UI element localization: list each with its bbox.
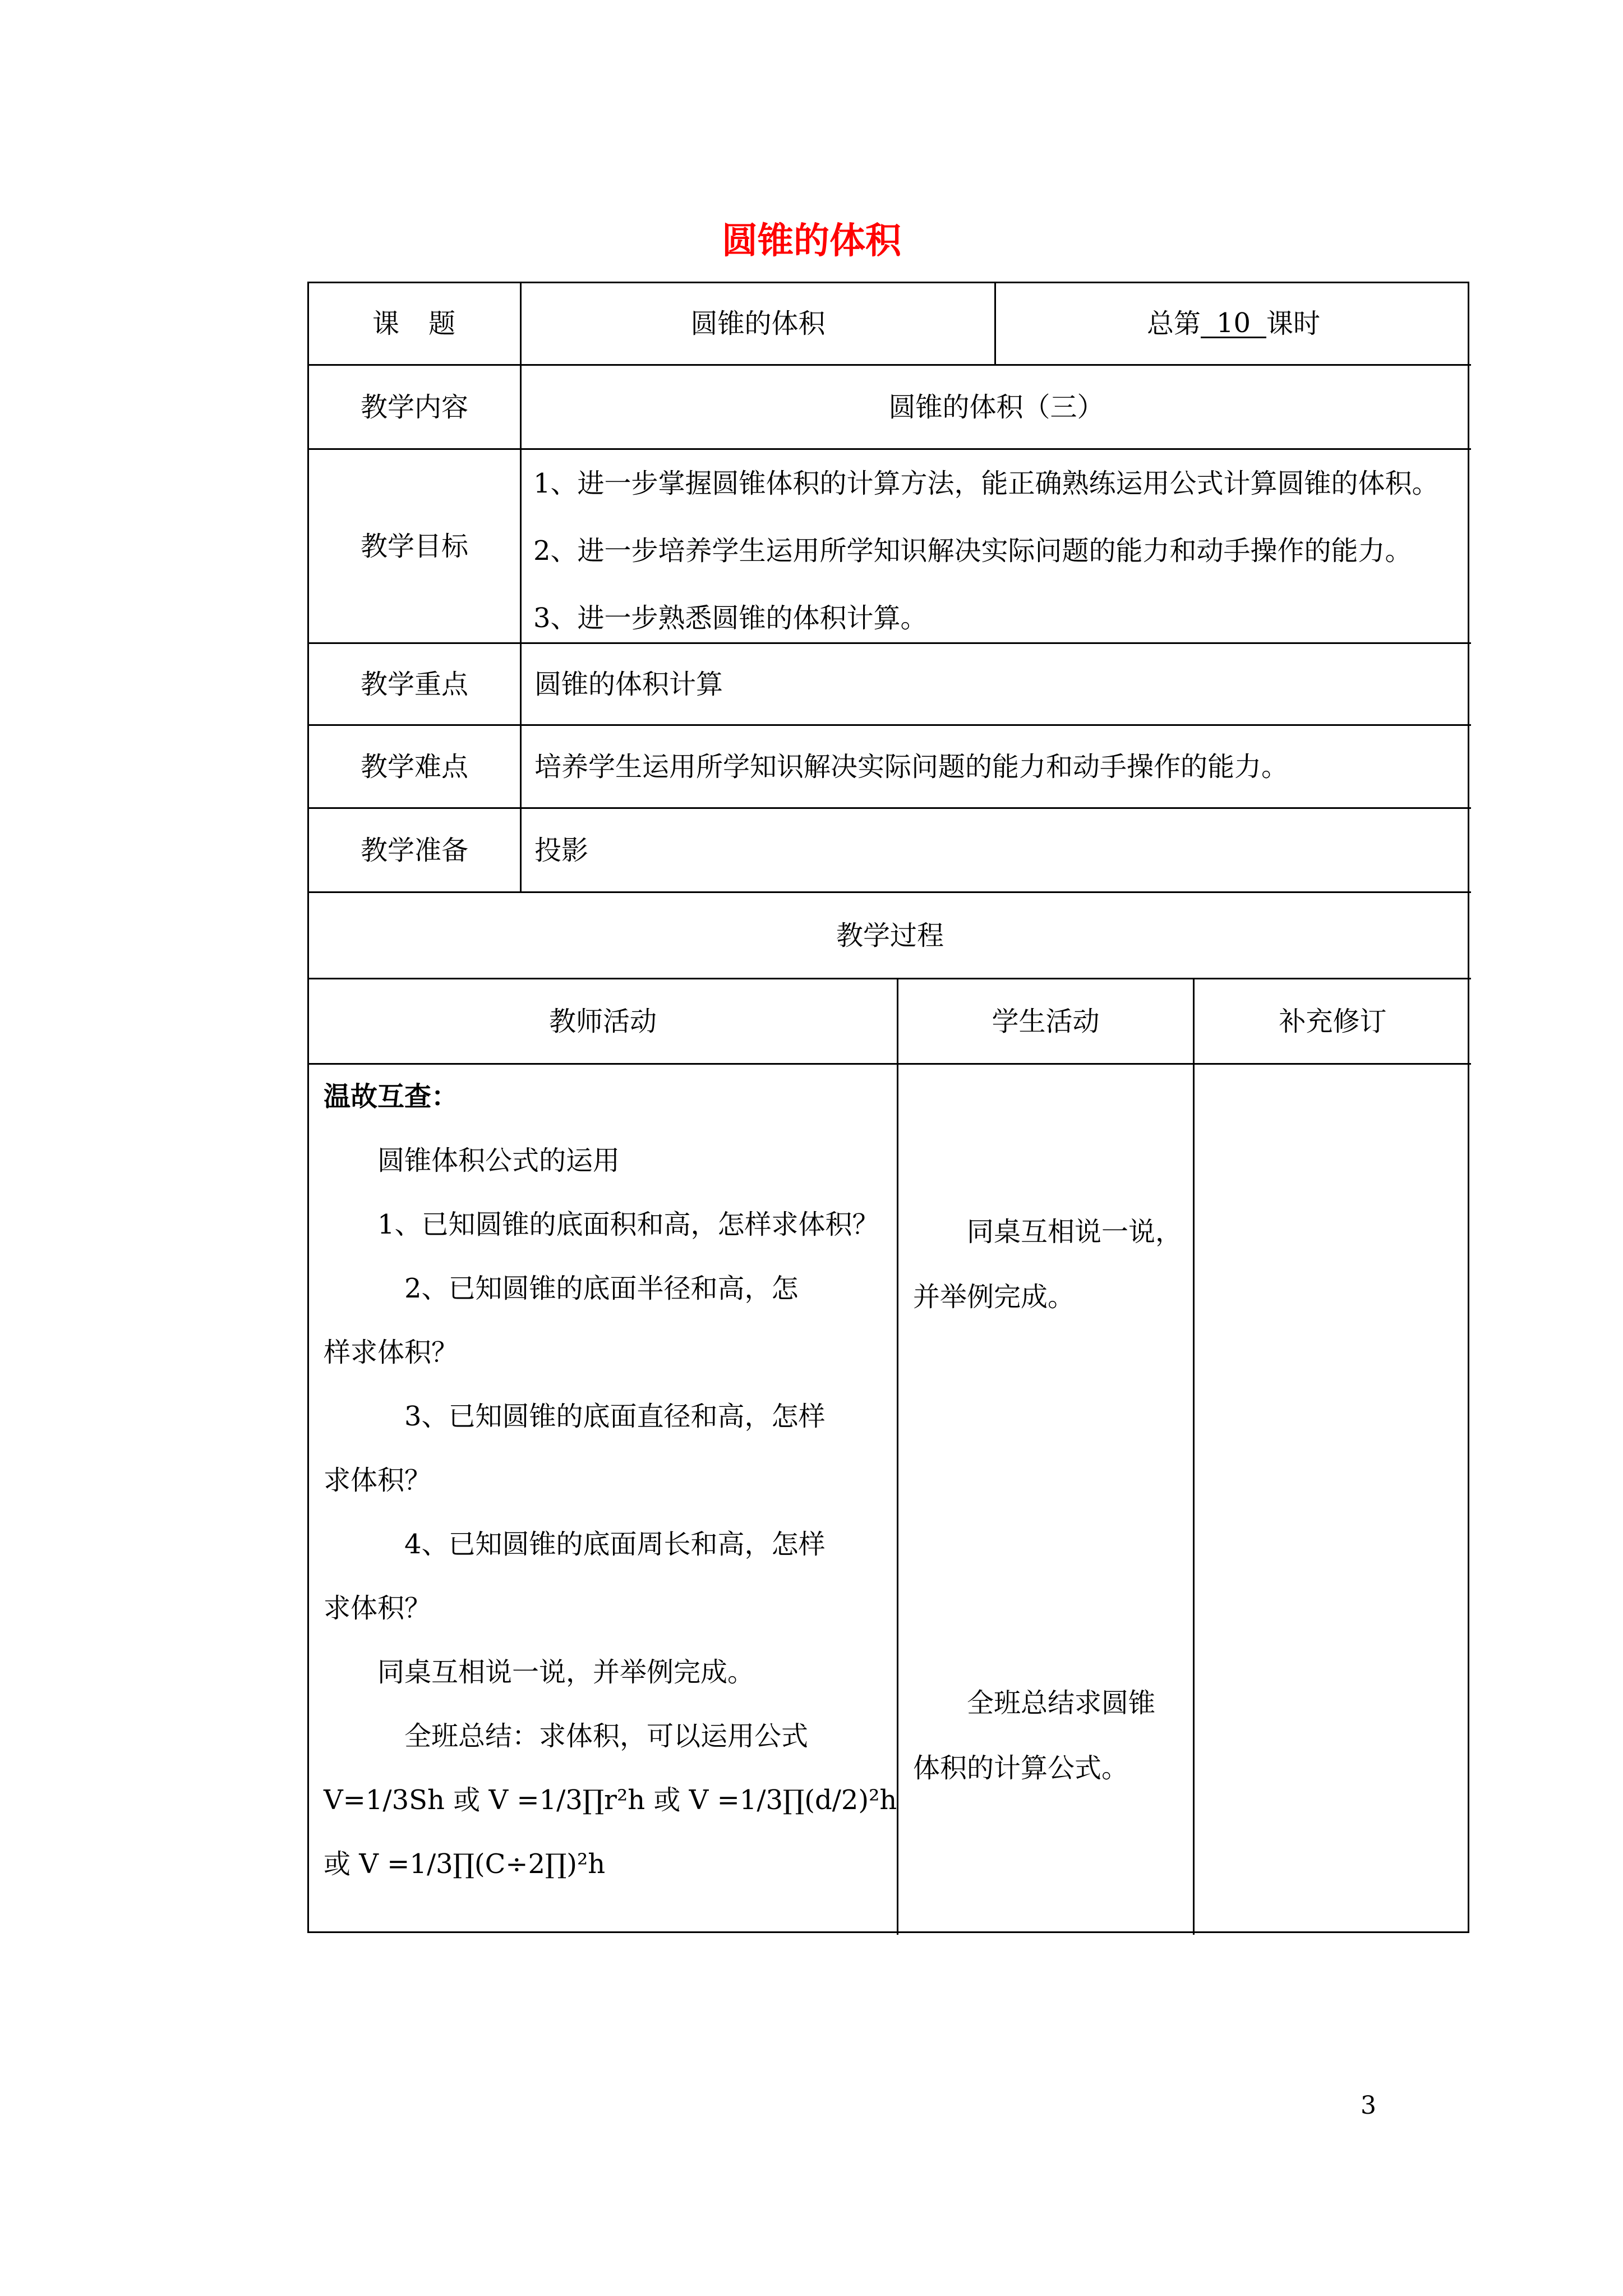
student-line: 同桌互相说一说， <box>913 1216 1183 1248</box>
formula-line: 或 V =1/3∏(C÷2∏)²h <box>324 1848 606 1880</box>
goal-item: 1、进一步掌握圆锥体积的计算方法，能正确熟练运用公式计算圆锥的体积。 <box>533 468 1439 499</box>
difficulty-label: 教学难点 <box>360 751 468 783</box>
teacher-activity-text <box>324 1065 897 1896</box>
teacher-line: 1、已知圆锥的底面积和高，怎样求体积？ <box>324 1209 879 1240</box>
student-block <box>913 1199 1182 1329</box>
student-line: 并举例完成。 <box>913 1281 1075 1313</box>
warmup-heading: 温故互查： <box>324 1081 459 1112</box>
student-block <box>913 1671 1155 1801</box>
teacher-line: 圆锥体积公式的运用 <box>324 1145 620 1176</box>
formula-line: V=1/3Sh 或 V =1/3∏r²h 或 V =1/3∏(d/2)²h <box>324 1784 897 1816</box>
lesson-prefix: 总第 <box>1146 308 1201 339</box>
notes-header: 补充修订 <box>1279 1005 1387 1037</box>
teacher-activity-header: 教师活动 <box>548 1005 657 1037</box>
teacher-activity-cell <box>309 1065 897 1935</box>
key-point-value: 圆锥的体积计算 <box>534 668 723 700</box>
process-title: 教学过程 <box>836 919 944 951</box>
topic-value: 圆锥的体积 <box>690 308 826 339</box>
content-label: 教学内容 <box>360 391 468 423</box>
key-point-label: 教学重点 <box>360 668 468 700</box>
lesson-number: 10 <box>1201 310 1266 338</box>
page-number: 3 <box>1361 2091 1376 2120</box>
goals-label: 教学目标 <box>360 530 468 562</box>
goal-item: 3、进一步熟悉圆锥的体积计算。 <box>533 602 928 634</box>
student-line: 全班总结求圆锥 <box>913 1687 1156 1719</box>
teacher-line: 求体积？ <box>324 1593 432 1624</box>
lesson-count <box>996 283 1471 364</box>
student-activity-cell <box>898 1065 1193 1935</box>
teacher-line: 求体积？ <box>324 1465 432 1496</box>
notes-cell <box>1195 1065 1471 1935</box>
content-value: 圆锥的体积（三） <box>888 391 1104 423</box>
teacher-line: 样求体积？ <box>324 1337 459 1368</box>
teacher-line: 同桌互相说一说，并举例完成。 <box>324 1657 755 1688</box>
preparation-label: 教学准备 <box>360 834 468 866</box>
lesson-suffix: 课时 <box>1266 308 1321 339</box>
teacher-line: 3、已知圆锥的底面直径和高，怎样 <box>324 1401 826 1432</box>
student-line: 体积的计算公式。 <box>913 1752 1129 1784</box>
student-activity-header: 学生活动 <box>992 1005 1100 1037</box>
teacher-line: 2、已知圆锥的底面半径和高，怎 <box>324 1273 799 1304</box>
page-title: 圆锥的体积 <box>722 220 901 262</box>
goals-list <box>533 450 1471 642</box>
goal-item: 2、进一步培养学生运用所学知识解决实际问题的能力和动手操作的能力。 <box>533 535 1412 567</box>
lesson-plan-table <box>307 282 1469 1933</box>
topic-label: 课 题 <box>372 308 457 339</box>
teacher-line: 4、已知圆锥的底面周长和高，怎样 <box>324 1529 826 1560</box>
preparation-value: 投影 <box>534 834 589 866</box>
teacher-line: 全班总结：求体积，可以运用公式 <box>324 1720 809 1752</box>
difficulty-value: 培养学生运用所学知识解决实际问题的能力和动手操作的能力。 <box>534 751 1289 783</box>
